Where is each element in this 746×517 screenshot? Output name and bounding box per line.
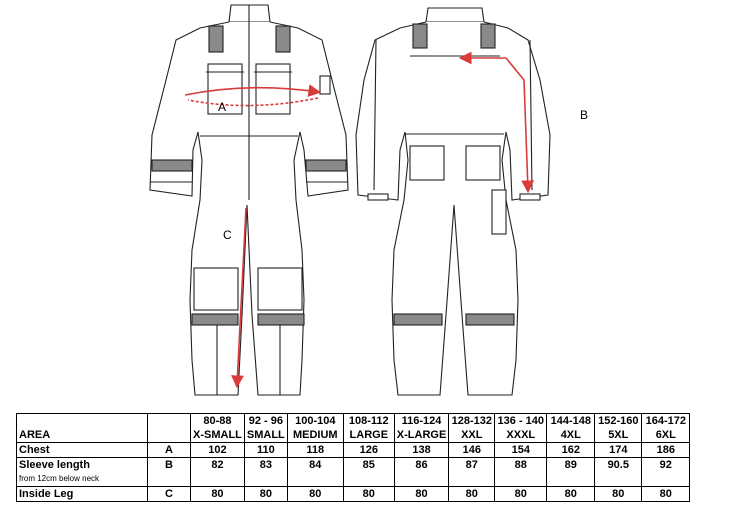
row-code: A — [148, 443, 191, 458]
measure-label-b: B — [580, 108, 589, 122]
table-cell: 110 — [244, 443, 287, 458]
size-col-6: 136 - 140 XXXL — [495, 414, 547, 443]
size-col-1: 92 - 96 SMALL — [244, 414, 287, 443]
table-cell: 126 — [343, 443, 394, 458]
table-cell: 80 — [244, 487, 287, 502]
table-cell: 80 — [287, 487, 343, 502]
measure-label-a: A — [218, 100, 227, 114]
row-label: Sleeve length — [17, 458, 148, 473]
table-cell: 80 — [547, 487, 595, 502]
table-cell: 92 — [642, 458, 690, 473]
table-cell: 138 — [394, 443, 449, 458]
table-cell: 80 — [495, 487, 547, 502]
back-view — [356, 8, 550, 395]
table-cell: 174 — [595, 443, 642, 458]
front-view — [150, 5, 348, 395]
table-cell: 84 — [287, 458, 343, 473]
table-cell: 82 — [191, 458, 245, 473]
table-cell: 102 — [191, 443, 245, 458]
size-chart-table — [16, 413, 690, 502]
size-col-9: 164-172 6XL — [642, 414, 690, 443]
size-col-0: 80-88 X-SMALL — [191, 414, 245, 443]
code-header — [148, 414, 191, 443]
area-header: AREA — [17, 414, 148, 443]
row-code: B — [148, 458, 191, 473]
table-cell: 154 — [495, 443, 547, 458]
size-col-3: 108-112 LARGE — [343, 414, 394, 443]
table-header-row — [17, 414, 690, 443]
table-row — [17, 458, 690, 473]
table-row — [17, 487, 690, 502]
table-cell: 80 — [449, 487, 495, 502]
table-cell: 86 — [394, 458, 449, 473]
table-cell: 87 — [449, 458, 495, 473]
table-cell: 88 — [495, 458, 547, 473]
table-cell: 80 — [343, 487, 394, 502]
table-cell: 80 — [394, 487, 449, 502]
table-note-row — [17, 472, 690, 487]
table-cell: 118 — [287, 443, 343, 458]
row-label: Inside Leg — [17, 487, 148, 502]
size-col-7: 144-148 4XL — [547, 414, 595, 443]
table-cell: 162 — [547, 443, 595, 458]
table-cell: 83 — [244, 458, 287, 473]
table-cell: 80 — [595, 487, 642, 502]
table-cell: 89 — [547, 458, 595, 473]
row-code: C — [148, 487, 191, 502]
size-col-5: 128-132 XXL — [449, 414, 495, 443]
table-row — [17, 443, 690, 458]
size-col-2: 100-104 MEDIUM — [287, 414, 343, 443]
sleeve-note: from 12cm below neck — [17, 472, 148, 487]
table-cell: 85 — [343, 458, 394, 473]
table-cell: 90.5 — [595, 458, 642, 473]
table-cell: 146 — [449, 443, 495, 458]
measure-label-c: C — [223, 228, 232, 242]
table-cell: 80 — [642, 487, 690, 502]
table-cell: 80 — [191, 487, 245, 502]
size-col-8: 152-160 5XL — [595, 414, 642, 443]
table-cell: 186 — [642, 443, 690, 458]
size-col-4: 116-124 X-LARGE — [394, 414, 449, 443]
row-label: Chest — [17, 443, 148, 458]
